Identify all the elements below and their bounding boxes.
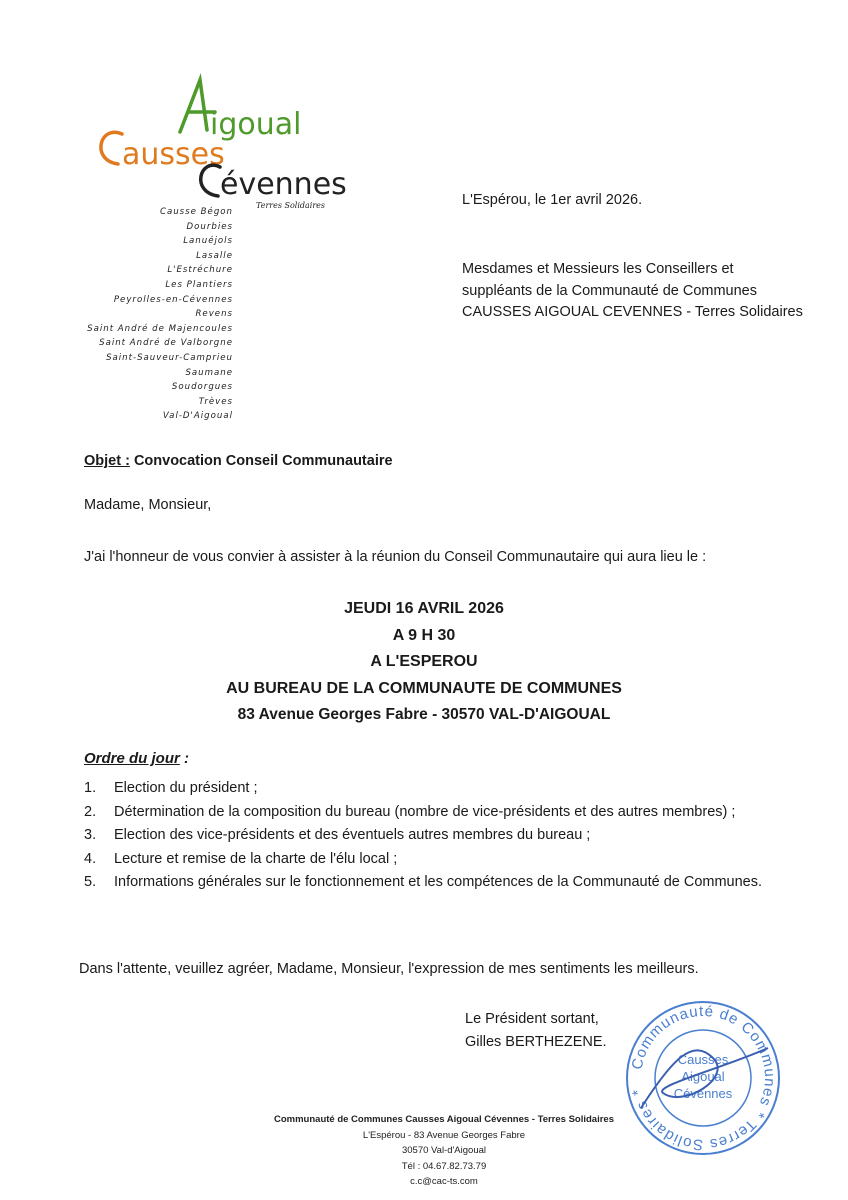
agenda-item: [84, 802, 766, 824]
footer-address: L'Espérou - 83 Avenue Georges Fabre: [362, 1129, 526, 1141]
signatory-title: Le Président sortant,: [465, 1011, 599, 1027]
meeting-venue: AU BUREAU DE LA COMMUNAUTE DE COMMUNES: [226, 679, 622, 697]
salutation: Madame, Monsieur,: [84, 497, 212, 513]
stamp-center-line: Aigoual: [681, 1069, 725, 1084]
commune-name: Trèves: [198, 396, 233, 407]
meeting-date: JEUDI 16 AVRIL 2026: [344, 600, 504, 617]
agenda-item-number: 3.: [84, 827, 97, 843]
subject-text: Convocation Conseil Communautaire: [129, 453, 393, 469]
agenda-item-text: Détermination de la composition du bureau (nombre de vice-présidents et des autres membres) ;: [114, 803, 736, 820]
footer-contact: [0, 1112, 848, 1190]
commune-name: Saint André de Valborgne: [99, 338, 233, 349]
agenda-item-number: 4.: [84, 850, 97, 867]
agenda-item: [84, 872, 766, 894]
stamp-center-line: Causses: [677, 1052, 729, 1067]
recipient-line: Mesdames et Messieurs les Conseillers et: [462, 261, 734, 277]
meeting-place: A L'ESPEROU: [370, 653, 478, 670]
agenda-item-text: Lecture et remise de la charte de l'élu local ;: [114, 850, 398, 867]
intro-paragraph: J'ai l'honneur de vous convier à assister à la réunion du Conseil Communautaire qui aura lieu le :: [84, 549, 707, 565]
stamp-center-line: Cévennes: [673, 1086, 733, 1101]
logo-tagline: Terres Solidaires: [256, 201, 326, 210]
footer-email[interactable]: c.c@cac-ts.com: [410, 1176, 478, 1187]
agenda-item-number: 2.: [84, 803, 97, 820]
commune-name: Saumane: [185, 367, 233, 378]
subject-label: Objet :: [84, 453, 130, 469]
logo-orange-c-letter: [101, 132, 122, 164]
commune-name: Les Plantiers: [165, 279, 233, 290]
recipient-block: [462, 259, 803, 324]
letter-date: L'Espérou, le 1er avril 2026.: [462, 192, 643, 208]
svg-text:ausses: ausses: [122, 137, 225, 172]
signature-block: [465, 1008, 607, 1054]
agenda-item-text: Election du président ;: [114, 780, 258, 796]
commune-name: Lanuéjols: [183, 236, 233, 247]
meeting-address: 83 Avenue Georges Fabre - 30570 VAL-D'AIGOUAL: [237, 706, 611, 723]
agenda-heading-label: Ordre du jour: [84, 750, 180, 767]
meeting-details: [0, 596, 848, 729]
agenda-item-text: Informations générales sur le fonctionnement et les compétences de la Communauté de Communes.: [114, 874, 763, 890]
footer-city: 30570 Val-d'Aigoual: [401, 1145, 487, 1156]
agenda-list: [84, 778, 766, 896]
commune-name: Saint-Sauveur-Camprieu: [106, 352, 233, 363]
stamp-ring-text: Communauté de Communes * Terres Solidaires *: [628, 1002, 779, 1154]
agenda-item: [84, 825, 766, 847]
agenda-heading: [84, 750, 189, 767]
subject-line: [84, 453, 393, 469]
closing-formula: Dans l'attente, veuillez agréer, Madame, Monsieur, l'expression de mes sentiments les meilleurs.: [79, 961, 699, 977]
footer-org: Communauté de Communes Causses Aigoual Cévennes - Terres Solidaires: [274, 1114, 614, 1125]
agenda-item-number: 5.: [84, 874, 97, 890]
commune-name: Val-D'Aigoual: [162, 411, 233, 422]
agenda-item-number: 1.: [84, 780, 97, 796]
meeting-time: A 9 H 30: [392, 626, 456, 644]
member-communes-list: [40, 205, 233, 424]
commune-name: Causse Bégon: [159, 207, 233, 217]
causses-aigoual-cevennes-logo: [60, 72, 370, 212]
agenda-item-text: Election des vice-présidents et des éventuels autres membres du bureau ;: [114, 827, 591, 843]
agenda-item: [84, 778, 766, 800]
signatory-name: Gilles BERTHEZENE.: [465, 1034, 607, 1050]
footer-phone: Tél : 04.67.82.73.79: [401, 1160, 487, 1172]
commune-name: Saint André de Majencoules: [87, 323, 233, 334]
recipient-line: CAUSSES AIGOUAL CEVENNES - Terres Solidaires: [462, 304, 803, 320]
commune-name: Revens: [195, 309, 233, 320]
commune-name: L'Estréchure: [167, 265, 233, 276]
agenda-item: [84, 849, 766, 871]
commune-name: Soudorgues: [171, 382, 233, 393]
svg-text:évennes: évennes: [220, 167, 347, 202]
recipient-line: suppléants de la Communauté de Communes: [462, 282, 757, 299]
commune-name: Dourbies: [186, 221, 233, 232]
commune-name: Peyrolles-en-Cévennes: [113, 294, 233, 305]
agenda-heading-colon: :: [179, 750, 190, 767]
commune-name: Lasalle: [196, 250, 233, 261]
svg-text:igoual: igoual: [210, 107, 302, 142]
